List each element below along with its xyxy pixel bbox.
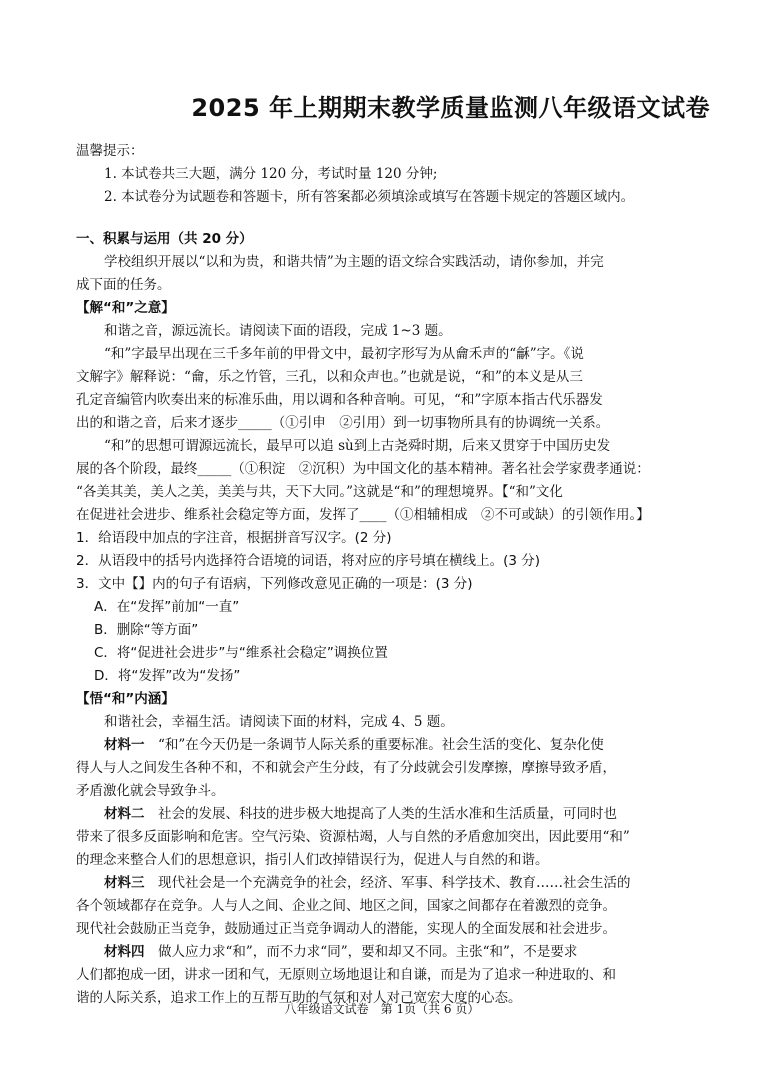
section-1 <box>76 228 694 1010</box>
passage <box>76 343 694 527</box>
notice-item-1: 1. 本试卷共三大题，满分 120 分，考试时量 120 分钟; <box>104 166 438 182</box>
option-a: A．在“发挥”前加“一直” <box>94 599 240 615</box>
material-3 <box>76 872 694 941</box>
material-1 <box>76 734 694 803</box>
question-3: 3．文中【】内的句子有语病，下列修改意见正确的一项是：(3 分) <box>76 576 473 592</box>
material-line: 得人与人之间发生各种不和，不和就会产生分歧，有了分歧就会引发摩擦，摩擦导致矛盾， <box>76 760 616 776</box>
option-d: D．将“发挥”改为“发扬” <box>94 668 241 684</box>
option-b: B．删除“等方面” <box>94 622 199 638</box>
passage-line: “各美其美，美人之美，美美与共，天下大同。”这就是“和”的理想境界。【“和”文化 <box>76 484 563 500</box>
passage-line: 出的和谐之音，后来才逐步_____（①引申 ②引用）到一切事物所具有的协调统一关系。 <box>76 415 610 431</box>
page-footer: 八年级语文试卷 第 1页（共 6 页） <box>284 1002 480 1016</box>
option-c: C．将“促进社会进步”与“维系社会稳定”调换位置 <box>94 645 388 661</box>
notice-item-2: 2. 本试卷分为试题卷和答题卡，所有答案都必须填涂或填写在答题卡规定的答题区域内。 <box>104 189 635 205</box>
material-line: 现代社会是一个充满竞争的社会，经济、军事、科学技术、教育……社会生活的 <box>158 875 631 891</box>
section-1-heading: 一、积累与运用（共 20 分） <box>76 231 253 247</box>
material-line: 现代社会鼓励正当竞争，鼓励通过正当竞争调动人的潜能，实现人的全面发展和社会进步。 <box>76 921 616 937</box>
passage-line: “和”的思想可谓源远流长，最早可以追 sù到上古尧舜时期，后来又贯穿于中国历史发 <box>104 438 611 454</box>
material-label: 材料三 <box>104 875 145 891</box>
passage-line: 文解字》解释说：“龠，乐之竹管，三孔，以和众声也。”也就是说，“和”的本义是从三 <box>76 369 583 385</box>
exam-title: 2025 年上期期末教学质量监测八年级语文试卷 <box>191 94 710 122</box>
material-line: 的理念来整合人们的思想意识，指引人们改掉错误行为，促进人与自然的和谐。 <box>76 852 549 868</box>
part-2-intro: 和谐社会，幸福生活。请阅读下面的材料，完成 4、5 题。 <box>104 714 454 730</box>
material-line: 社会的发展、科技的进步极大地提高了人类的生活水准和生活质量，可同时也 <box>158 806 617 822</box>
passage-line: 展的各个阶段，最终_____（①积淀 ②沉积）为中国文化的基本精神。著名社会学家费孝通说： <box>76 461 650 477</box>
notice-heading: 温馨提示： <box>76 143 144 159</box>
material-label: 材料四 <box>104 944 145 960</box>
part-2-title: 【悟“和”内涵】 <box>76 691 175 707</box>
question-2: 2．从语段中的括号内选择符合语境的词语，将对应的序号填在横线上。(3 分) <box>76 553 541 569</box>
part-1-title: 【解“和”之意】 <box>76 300 175 316</box>
section-1-intro-line-2: 成下面的任务。 <box>76 277 171 293</box>
material-line: 人们都抱成一团，讲求一团和气，无原则立场地退让和自谦，而是为了追求一种进取的、和 <box>76 967 616 983</box>
material-2 <box>76 803 694 872</box>
material-line: 做人应力求“和”，而不力求“同”，要和却又不同。主张“和”，不是要求 <box>158 944 578 960</box>
material-line: “和”在今天仍是一条调节人际关系的重要标准。社会生活的变化、复杂化使 <box>158 737 604 753</box>
section-1-intro-line-1: 学校组织开展以“以和为贵，和谐共情”为主题的语文综合实践活动，请你参加，并完 <box>104 254 604 270</box>
material-line: 谐的人际关系，追求工作上的互帮互助的气氛和对人对己宽宏大度的心态。 <box>76 990 522 1006</box>
passage-line: 孔定音编管内吹奏出来的标准乐曲，用以调和各种音响。可见，“和”字原本指古代乐器发 <box>76 392 603 408</box>
material-line: 带来了很多反面影响和危害。空气污染、资源枯竭，人与自然的矛盾愈加突出，因此要用“和” <box>76 829 630 845</box>
question-1: 1．给语段中加点的字注音，根据拼音写汉字。(2 分) <box>76 530 392 546</box>
notice-block <box>76 140 694 209</box>
material-label: 材料二 <box>104 806 145 822</box>
passage-line: 在促进社会进步、维系社会稳定等方面，发挥了____（①相辅相成 ②不可或缺）的引领作用。】 <box>76 507 650 523</box>
material-line: 各个领域都存在竞争。人与人之间、企业之间、地区之间，国家之间都存在着激烈的竞争。 <box>76 898 616 914</box>
material-label: 材料一 <box>104 737 145 753</box>
material-line: 矛盾激化就会导致争斗。 <box>76 783 225 799</box>
passage-line: “和”字最早出现在三千多年前的甲骨文中，最初字形写为从龠禾声的“龢”字。《说 <box>104 346 584 362</box>
part-1-intro: 和谐之音，源远流长。请阅读下面的语段，完成 1~3 题。 <box>104 323 452 339</box>
